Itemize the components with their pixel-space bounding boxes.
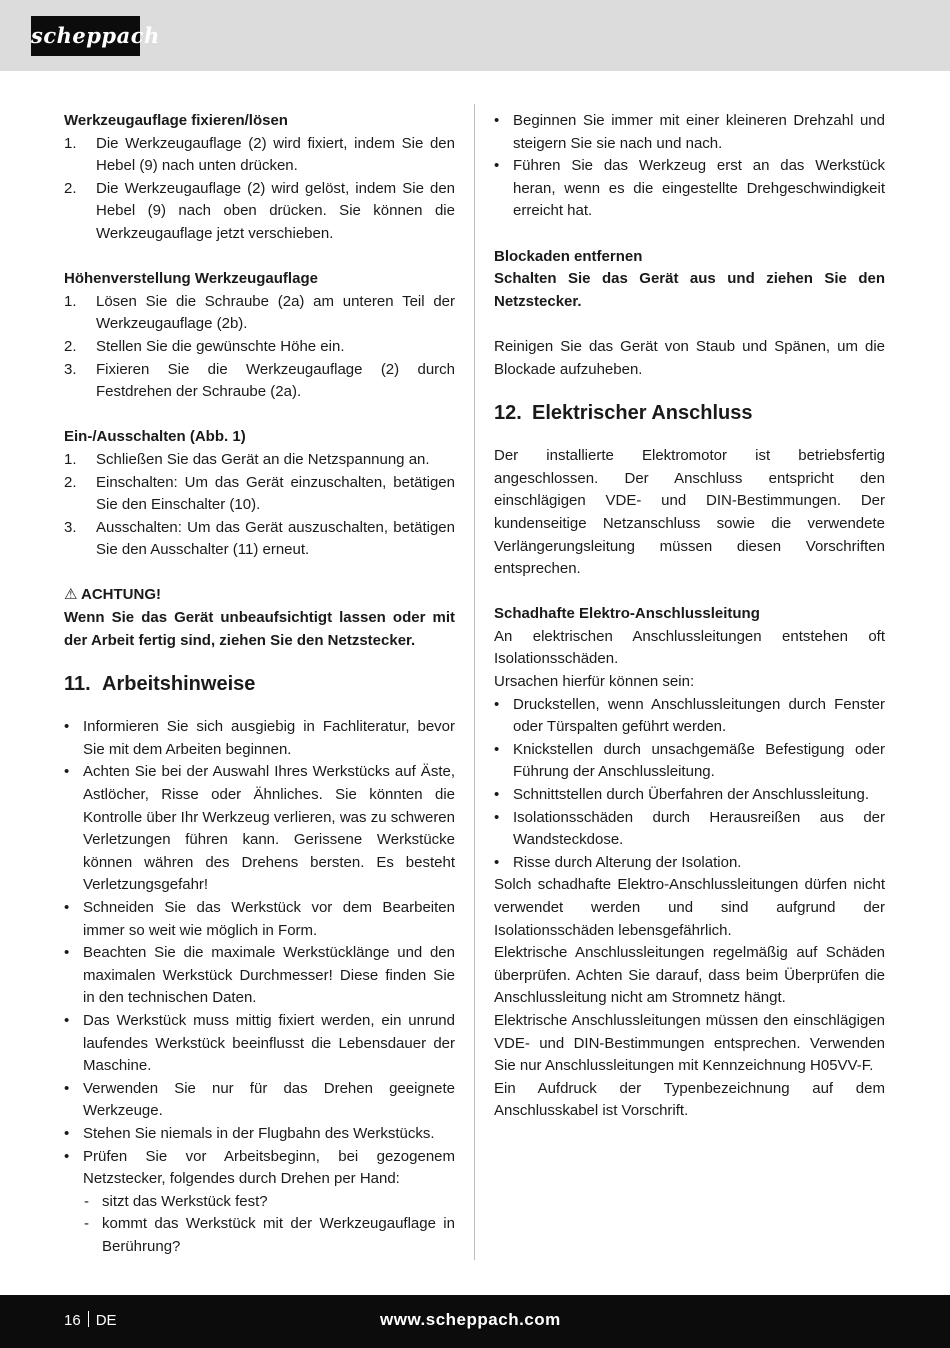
section-title-defective-cable: Schadhafte Elektro-Anschlussleitung [494, 605, 760, 623]
brand-logo: scheppach [31, 16, 140, 56]
list-item: 2. Einschalten: Um das Gerät einzuschalten, betätigen Sie den Einschalter (10). [64, 473, 455, 514]
blockage-text: Reinigen Sie das Gerät von Staub und Spänen, um die Blockade aufzuheben. [494, 337, 885, 378]
section-title-blockages: Blockaden entfernen [494, 247, 643, 265]
list-item: 1. Die Werkzeugauflage (2) wird fixiert, indem Sie den Hebel (9) nach unten drücken. [64, 134, 455, 175]
list-item: • Schnittstellen durch Überfahren der Anschlussleitung. [494, 784, 885, 807]
electrical-connection-text: Der installierte Elektromotor ist betriebsfertig angeschlossen. Der Anschluss entspricht den einschlägigen VDE- und DIN-Bestimmungen. Der kundenseitige Netzanschluss sowie die verwendete Verlängerungsleitung müssen diesen Vorschriften entsprechen. [494, 447, 885, 578]
website-url: www.scheppach.com [380, 1310, 561, 1329]
section-heading-12: 12. Elektrischer Anschluss [494, 402, 753, 425]
list-item: • Schneiden Sie das Werkstück vor dem Bearbeiten immer so weit wie möglich in Form. [64, 897, 455, 942]
warning-title: ACHTUNG! [81, 586, 161, 604]
list-item: 3. Ausschalten: Um das Gerät auszuschalten, betätigen Sie den Ausschalter (11) erneut. [64, 518, 455, 559]
list-item: - sitzt das Werkstück fest? [83, 1191, 455, 1214]
paragraph: Ursachen hierfür können sein: [494, 673, 695, 691]
list-item: 1. Lösen Sie die Schraube (2a) am unteren Teil der Werkzeugauflage (2b). [64, 292, 455, 333]
blockage-warning: Schalten Sie das Gerät aus und ziehen Sie den Netzstecker. [494, 270, 885, 310]
list-item: • Risse durch Alterung der Isolation. [494, 852, 885, 875]
section-title-height-adjust: Höhenverstellung Werkzeugauflage [64, 270, 318, 288]
paragraph: Elektrische Anschlussleitungen regelmäßig auf Schäden überprüfen. Achten Sie darauf, dass beim Überprüfen die Anschlussleitung nicht am Stromnetz hängt. [494, 944, 885, 1007]
footer-bar [0, 1295, 950, 1348]
paragraph: Elektrische Anschlussleitungen müssen den einschlägigen VDE- und DIN-Bestimmungen entsprechen. Verwenden Sie nur Anschlussleitungen mit Kennzeichnung H05VV-F. [494, 1011, 885, 1075]
paragraph: An elektrischen Anschlussleitungen entstehen oft Isolationsschäden. [494, 627, 885, 668]
list-item: • Führen Sie das Werkzeug erst an das Werkstück heran, wenn es die eingestellte Drehgeschwindigkeit erreicht hat. [494, 155, 885, 223]
language-code: DE [95, 1312, 117, 1329]
list-item: 1. Schließen Sie das Gerät an die Netzspannung an. [64, 450, 430, 468]
on-off-steps [64, 449, 455, 562]
warning-triangle-icon: ⚠ [64, 586, 78, 604]
section-title-tool-rest-fix: Werkzeugauflage fixieren/lösen [64, 112, 288, 129]
paragraph: Ein Aufdruck der Typenbezeichnung auf dem Anschlusskabel ist Vorschrift. [494, 1079, 885, 1120]
list-item: • Stehen Sie niemals in der Flugbahn des Werkstücks. [64, 1123, 455, 1146]
height-adjust-steps [64, 291, 455, 404]
footer-separator [88, 1311, 89, 1327]
list-item: • Achten Sie bei der Auswahl Ihres Werkstücks auf Äste, Astlöcher, Risse oder Ähnliches. Sie könnten die Kontrolle über Ihr Werkzeug verlieren, was zu schweren Verletzungen führen kann. Gerissene Werkstücke können währen des Drehens bersten. Es besteht Verletzungsgefahr! [64, 761, 455, 897]
paragraph: Solch schadhafte Elektro-Anschlussleitungen dürfen nicht verwendet werden und sind aufgrund der Isolationsschäden lebensgefährlich. [494, 876, 885, 939]
list-item: • Isolationsschäden durch Herausreißen aus der Wandsteckdose. [494, 807, 885, 852]
page-number-label [64, 1310, 117, 1332]
hand-check-list [83, 1191, 455, 1259]
list-item: • Prüfen Sie vor Arbeitsbeginn, bei gezogenem Netzstecker, folgendes durch Drehen per Hand: - sitzt das Werkstück fest? - kommt das Werkstück mit der Werkzeugauflage in Berührung? [64, 1146, 455, 1259]
list-item: • Informieren Sie sich ausgiebig in Fachliteratur, bevor Sie mit dem Arbeiten beginnen. [64, 716, 455, 761]
list-item: • Beachten Sie die maximale Werkstücklänge und den maximalen Werkstück Durchmesser! Diese finden Sie in den technischen Daten. [64, 942, 455, 1010]
page-number: 16 [64, 1312, 81, 1329]
section-title-on-off: Ein-/Ausschalten (Abb. 1) [64, 428, 246, 446]
work-instructions-list [64, 716, 455, 1258]
list-item: • Beginnen Sie immer mit einer kleineren Drehzahl und steigern Sie sie nach und nach. [494, 110, 885, 155]
header-bar [0, 0, 950, 71]
list-item: 2. Stellen Sie die gewünschte Höhe ein. [64, 337, 345, 355]
warning-heading [64, 584, 455, 607]
section-heading-11: 11. Arbeitshinweise [64, 673, 256, 696]
list-item: - kommt das Werkstück mit der Werkzeugauflage in Berührung? [83, 1213, 455, 1258]
tool-rest-fix-steps [64, 133, 455, 246]
right-column [494, 110, 885, 1123]
list-item: 2. Die Werkzeugauflage (2) wird gelöst, indem Sie den Hebel (9) nach oben drücken. Sie können die Werkzeugauflage jetzt verschieben. [64, 179, 455, 242]
left-column [64, 110, 455, 1259]
list-item: • Druckstellen, wenn Anschlussleitungen durch Fenster oder Türspalten geführt werden. [494, 694, 885, 739]
warning-text: Wenn Sie das Gerät unbeaufsichtigt lassen oder mit der Arbeit fertig sind, ziehen Sie den Netzstecker. [64, 609, 455, 649]
list-item: • Verwenden Sie nur für das Drehen geeignete Werkzeuge. [64, 1078, 455, 1123]
list-item: 3. Fixieren Sie die Werkzeugauflage (2) durch Festdrehen der Schraube (2a). [64, 360, 455, 401]
speed-instructions-list [494, 110, 885, 223]
column-divider [474, 104, 475, 1260]
damage-causes-list [494, 694, 885, 875]
list-item: • Das Werkstück muss mittig fixiert werden, ein unrund laufendes Werkstück beeinflusst die Lebensdauer der Maschine. [64, 1010, 455, 1078]
list-item: • Knickstellen durch unsachgemäße Befestigung oder Führung der Anschlussleitung. [494, 739, 885, 784]
